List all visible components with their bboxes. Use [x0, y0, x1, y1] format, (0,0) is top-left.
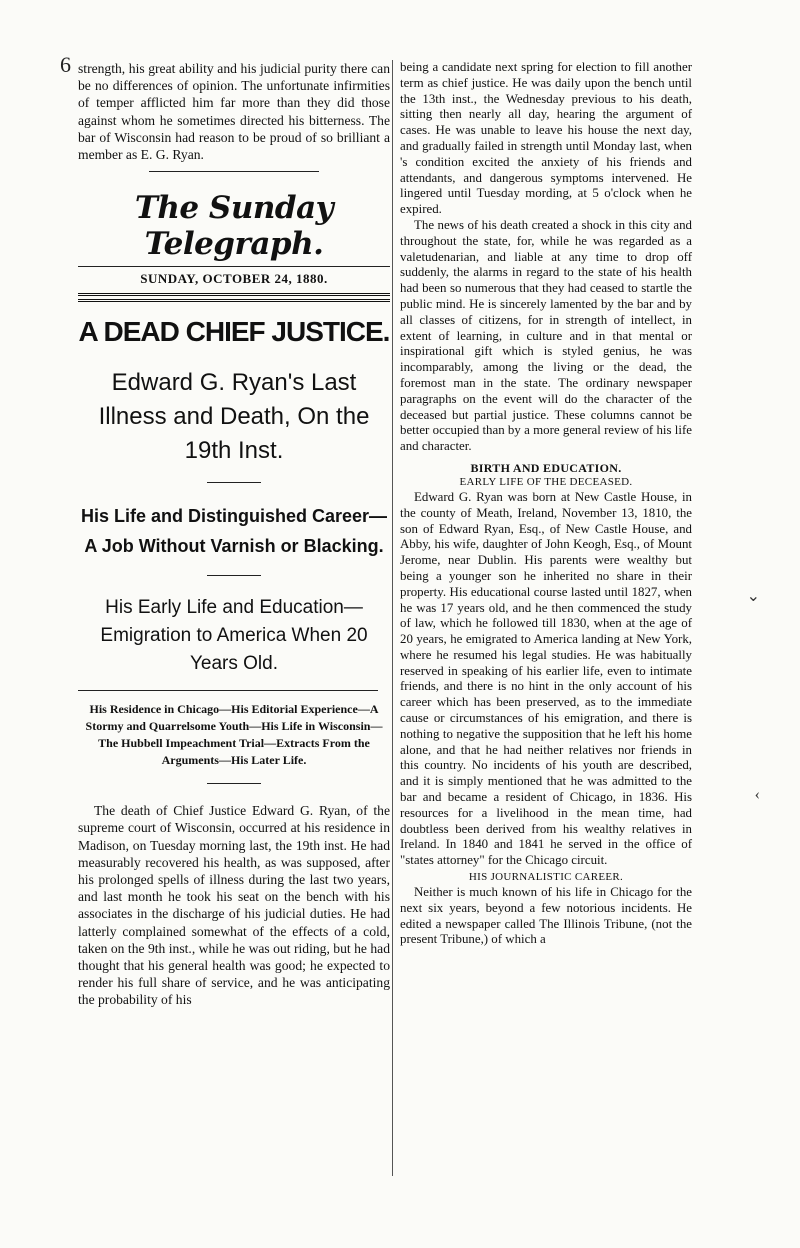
divider [149, 171, 319, 172]
masthead: The Sunday Telegraph. [134, 190, 334, 263]
deck-separator [207, 575, 261, 576]
deck-3: His Early Life and Education—Emigration to America When 20 Years Old. [100, 597, 368, 675]
news-paragraph: The news of his death created a shock in this city and throughout the state, for, while he was regarded as a valetudenarian, and liable at any time to drop off suddenly, the alarms in regard to the state of his health had been so numerous that they had ceased to startle the public mind. He is sincerely lamented by the bar and by all classes of citizens, for in strength of intellect, in extent of learning, in culture and in that mental or inspirational gift which is styled genius, he was incomparably, among the living or the dead, the foremost man in the state. The ordinary newspaper paragraphs on the event will do the character of the deceased but partial justice. These columns cannot be better occupied than by a more general review of his life and character. [400, 217, 692, 454]
column-rule [392, 60, 393, 1176]
issue-date: SUNDAY, OCTOBER 24, 1880. [140, 271, 328, 287]
right-column [400, 60, 692, 948]
deck-4: His Residence in Chicago—His Editorial Experience—A Stormy and Quarrelsome Youth—His Life in Wisconsin—The Hubbell Impeachment Trial—Extracts From the Arguments—His Later Life. [85, 702, 383, 768]
deck-2: His Life and Distinguished Career—A Job Without Varnish or Blacking. [80, 506, 388, 557]
edge-mark: ‹ [754, 786, 760, 803]
deck-1: Edward G. Ryan's Last Illness and Death, On the 19th Inst. [98, 369, 370, 465]
edge-mark: ⌄ [746, 588, 760, 605]
birth-paragraph: Edward G. Ryan was born at New Castle House, in the county of Meath, Ireland, November 13, 1810, the son of Edward Ryan, Esq., of New Castle House, and Abby, his wife, daughter of John Keogh, Esq., of Mount Jerome, near Dublin. His parents were wealthy but being a younger son he inherited no share in their property. His educational course lasted until 1827, when he was 17 years old, and he then commenced the study of law, which he followed till 1830, when at the age of 20 years, he emigrated to America landing at New York, where he resumed his legal studies. He was habitually reserved in speaking of his earlier life, even to intimate friends, and there is no hint in the only account of his career which has been preserved, as to the immediate cause or circumstances of his emigration, and there is nothing to negative the supposition that he left his home alone, and that he had neither relatives nor friends in this country. No incidents of his youth are described, and it is simply mentioned that he was admitted to the bar and became a resident of Chicago, in 1836. His resources for a livelihood in the mean time, had doubtless been derived from his wealthy relatives in Ireland. In 1840 and 1841 he served in the office of "states attorney" for the Chicago circuit. [400, 489, 692, 868]
section-title: HIS JOURNALISTIC CAREER. [468, 871, 624, 884]
left-column [78, 60, 390, 1009]
deck-separator [207, 482, 261, 483]
margin-mark: 6 [60, 52, 71, 77]
section-title: BIRTH AND EDUCATION. [470, 460, 622, 475]
deck-separator [207, 783, 261, 784]
journal-paragraph: Neither is much known of his life in Chicago for the next six years, beyond a few notorious incidents. He edited a newspaper called The Illinois Tribune, (not the present Tribune,) of which a [400, 885, 692, 947]
double-rule [78, 293, 390, 302]
opening-paragraph: strength, his great ability and his judicial purity there can be no differences of opinion. The unfortunate infirmities of temper afflicted him far more than they did those against whom he sometimes directed his bitterness. The bar of Wisconsin had reason to be proud of so brilliant a member as E. G. Ryan. [78, 61, 390, 163]
body-paragraph: The death of Chief Justice Edward G. Ryan, of the supreme court of Wisconsin, occurred at his residence in Madison, on Tuesday morning last, the 19th inst. He had measurably recovered his health, as was supposed, after his prolonged spells of illness during the last two years, and last month he took his seat on the bench with his associates in the discharge of his judicial duties. He had latterly complained somewhat of the effects of a cold, taken on the 9th inst., while he was out riding, but he had thought that his general health was good; he expected to render his full share of service, and he was anticipating the probability of his [78, 803, 390, 1008]
section-subtitle: EARLY LIFE OF THE DECEASED. [459, 475, 633, 488]
continuation-paragraph: being a candidate next spring for election to fill another term as chief justice. He was daily upon the bench until the 13th inst., the Wednesday previous to his death, sitting then nearly all day, hearing the argument of cases. He was unable to leave his house the next day, and gradually failed in strength until Monday last, when 's condition excited the anxiety of his friends and attendants, and dangerous symptoms intervened. He lingered until Tuesday mording, at 5 o'clock when he expired. [400, 60, 692, 217]
headline: A DEAD CHIEF JUSTICE. [78, 316, 390, 348]
deck-separator [78, 690, 378, 691]
masthead-rule [78, 266, 390, 267]
